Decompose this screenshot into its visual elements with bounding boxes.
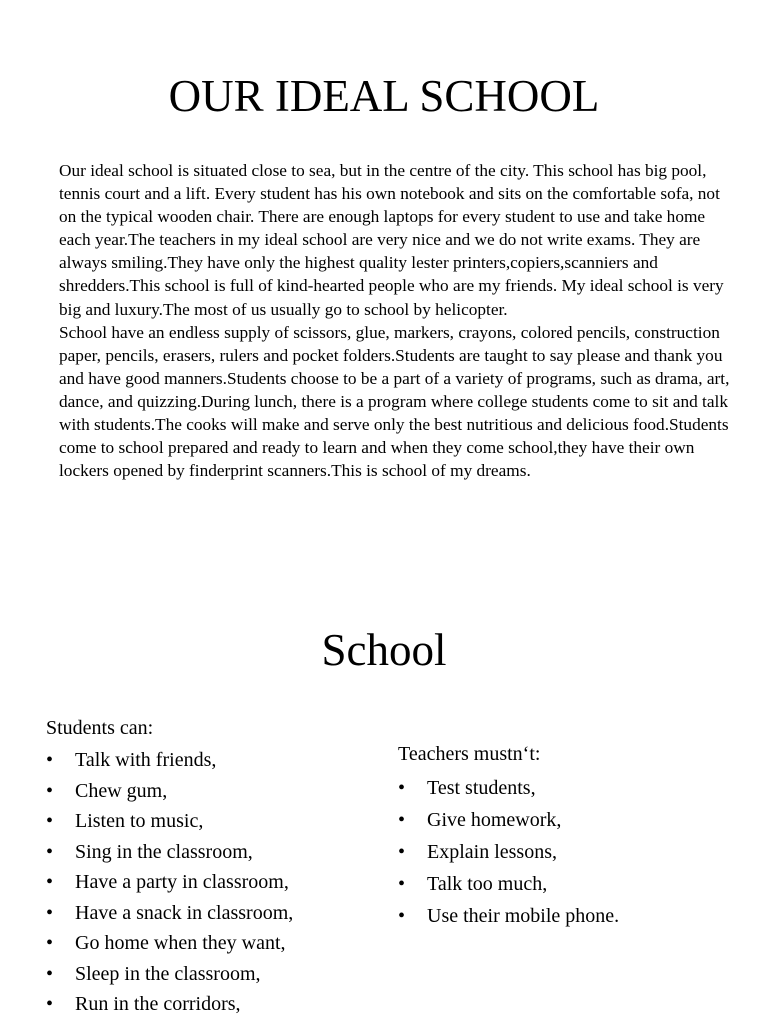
bullet-icon: •	[46, 962, 54, 985]
list-item-text: Use their mobile phone.	[427, 905, 620, 927]
list-item-text: Give homework,	[427, 809, 562, 831]
list-item-text: Sing in the classroom,	[75, 840, 253, 863]
list-item-text: Explain lessons,	[427, 841, 557, 863]
list-item-text: Test students,	[427, 777, 536, 799]
teachers-mustnt-column	[398, 740, 738, 932]
list-item	[398, 772, 738, 804]
essay-paragraph-1: Our ideal school is situated close to sea, but in the centre of the city. This school has big pool, tennis court and a lift. Every student has his own notebook and sits on the comfortable sofa, not on the typical wooden chair. There are enough laptops for every student to use and take home each year.The teachers in my ideal school are very nice and we do not write exams. They are always smiling.They have only the highest quality lester printers,copiers,scanniers and shredders.This school is full of kind-hearted people who are my friends. My ideal school is very big and luxury.The most of us usually go to school by helicopter.	[59, 161, 724, 319]
list-item	[46, 776, 376, 807]
list-item	[46, 837, 376, 868]
students-can-heading: Students can:	[46, 717, 154, 739]
bullet-icon: •	[46, 810, 54, 832]
bullet-icon: •	[46, 840, 54, 863]
list-item-text: Run in the corridors,	[75, 993, 241, 1015]
bullet-icon: •	[398, 905, 406, 927]
list-item	[398, 868, 738, 900]
list-item-text: Sleep in the classroom,	[75, 962, 261, 985]
bullet-icon: •	[398, 841, 406, 863]
section-title: School	[321, 625, 447, 675]
list-item-text: Talk too much,	[427, 873, 548, 895]
teachers-mustnt-heading: Teachers mustn‘t:	[398, 743, 541, 765]
bullet-icon: •	[46, 871, 54, 893]
essay-body	[59, 159, 739, 482]
bullet-icon: •	[46, 993, 54, 1015]
list-item	[398, 804, 738, 836]
list-item	[398, 836, 738, 868]
list-item-text: Talk with friends,	[75, 749, 217, 771]
bullet-icon: •	[46, 901, 54, 924]
page-title: OUR IDEAL SCHOOL	[168, 71, 600, 121]
list-item	[46, 745, 376, 776]
list-item	[46, 928, 376, 959]
list-item-text: Have a party in classroom,	[75, 871, 289, 893]
list-item-text: Chew gum,	[75, 779, 168, 802]
bullet-icon: •	[46, 749, 54, 771]
bullet-icon: •	[398, 809, 406, 831]
bullet-icon: •	[398, 873, 406, 895]
bullet-icon: •	[398, 777, 406, 799]
list-item	[46, 867, 376, 898]
list-item	[398, 900, 738, 932]
bullet-icon: •	[46, 932, 54, 954]
list-item	[46, 989, 376, 1020]
list-item-text: Go home when they want,	[75, 932, 286, 954]
bullet-icon: •	[46, 779, 54, 802]
students-can-list	[46, 745, 376, 1020]
list-item	[46, 959, 376, 990]
students-can-column	[46, 714, 376, 1020]
teachers-mustnt-list	[398, 772, 738, 932]
list-item-text: Have a snack in classroom,	[75, 901, 294, 924]
list-item	[46, 898, 376, 929]
list-item-text: Listen to music,	[75, 810, 204, 832]
list-item	[46, 806, 376, 837]
essay-paragraph-2: School have an endless supply of scissors, glue, markers, crayons, colored pencils, construction paper, pencils, erasers, rulers and pocket folders.Students are taught to say please and thank you and have good manners.Students choose to be a part of a variety of programs, such as drama, art, dance, and quizzing.During lunch, there is a program where college students come to sit and talk with students.The cooks will make and serve only the best nutritious and delicious food.Students come to school prepared and ready to learn and when they come school,they have their own lockers opened by finderprint scanners.This is school of my dreams.	[59, 322, 730, 481]
